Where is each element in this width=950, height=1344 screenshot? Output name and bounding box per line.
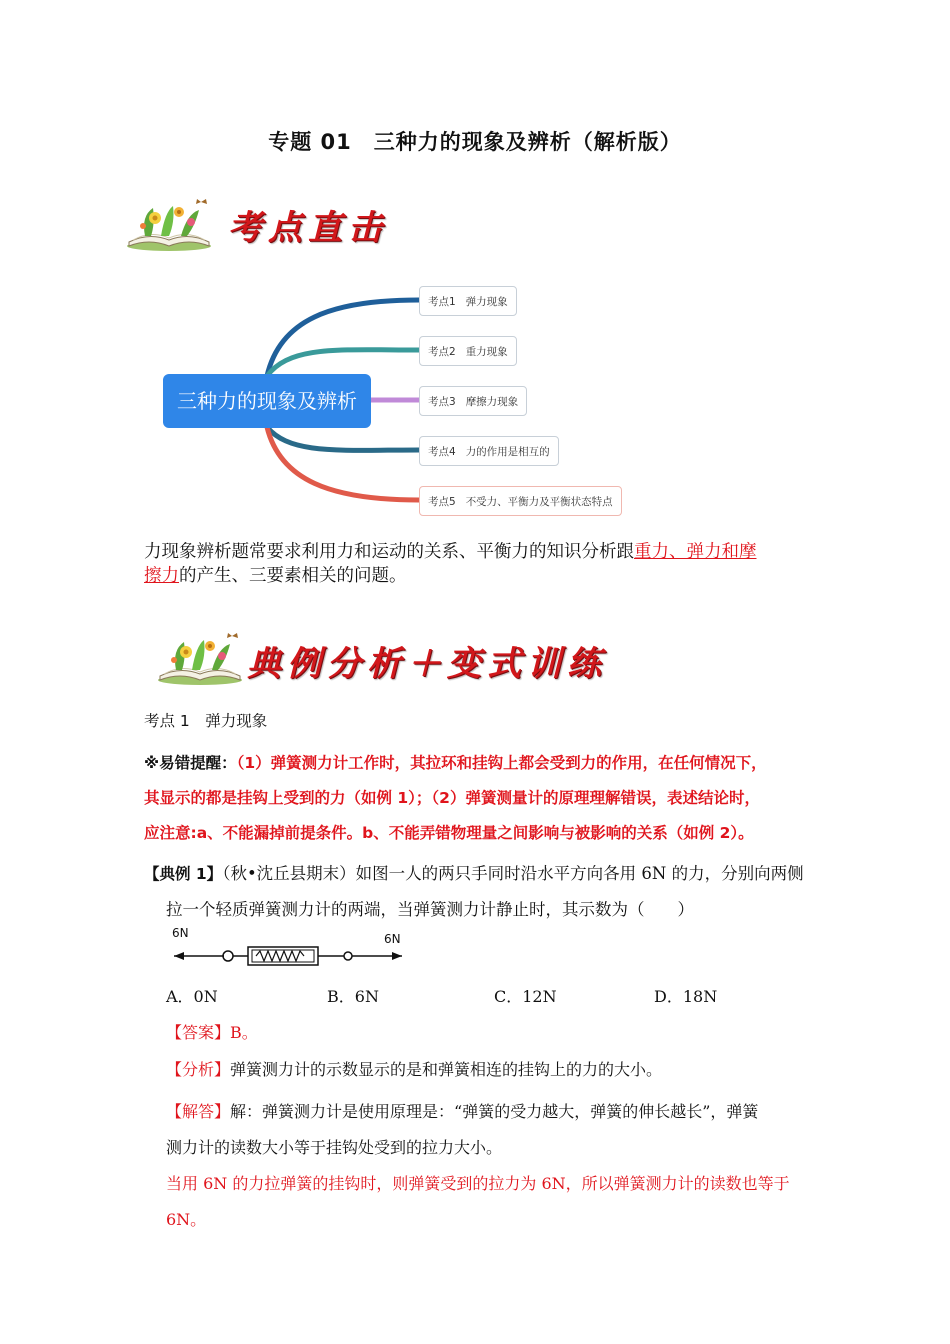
mindmap-node-text: 弹力现象 (465, 296, 508, 308)
book-flowers-icon (156, 630, 244, 686)
mindmap-node-label: 考点4 (428, 446, 456, 458)
error-tip (144, 745, 824, 851)
force-label-left: 6N (172, 926, 189, 940)
mindmap-node-label: 考点3 (428, 396, 456, 408)
solution: 【解答】解：弹簧测力计是使用原理是：“弹簧的受力越大，弹簧的伸长越长”，弹簧 测力计的读数大小等于挂钩处受到的拉力大小。 当用 6N 的力拉弹簧的挂钩时，则弹簧受到的拉力为 6N，所以弹簧测力计的读数也等于 6N。 (166, 1102, 790, 1229)
analysis: 【分析】弹簧测力计的示数显示的是和弹簧相连的挂钩上的力的大小。 (166, 1060, 663, 1079)
page-title: 专题 01 三种力的现象及辨析（解析版） (268, 130, 682, 154)
mindmap-node (419, 436, 559, 466)
mindmap-node (419, 336, 517, 366)
option-a: A．0N (166, 987, 218, 1006)
section-heading: 考点 1 弹力现象 (144, 712, 268, 730)
mindmap-root: 三种力的现象及辨析 (163, 374, 371, 428)
intro-paragraph (144, 540, 824, 588)
mindmap-branch-1 (267, 300, 419, 376)
intro-line-2: 擦力的产生、三要素相关的问题。 (144, 566, 407, 586)
option-d: D．18N (654, 987, 718, 1006)
section-banner-examples: 典例分析＋变式训练 (247, 644, 607, 684)
example-tag: 【典例 1】 (144, 865, 223, 883)
mindmap-branch-4 (267, 427, 419, 450)
mindmap-node (419, 386, 527, 416)
spring-scale-figure (168, 926, 408, 972)
mindmap-node-label: 考点2 (428, 346, 456, 358)
mindmap-branch-2 (267, 350, 419, 376)
example-question: 【典例 1】（秋•沈丘县期末）如图一人的两只手同时沿水平方向各用 6N 的力，分别向两侧 拉一个轻质弹簧测力计的两端，当弹簧测力计静止时，其示数为（ ） (144, 864, 804, 919)
intro-highlight: 擦力 (144, 566, 179, 586)
force-label-right: 6N (384, 932, 401, 946)
mindmap-node-text: 重力现象 (465, 346, 508, 358)
mindmap-connectors (0, 0, 950, 560)
option-b: B．6N (327, 987, 379, 1006)
answer: 【答案】B。 (166, 1023, 258, 1042)
error-tip-line-3: 应注意:a、不能漏掉前提条件。b、不能弄错物理量之间影响与被影响的关系（如例 2）。 (144, 824, 754, 842)
error-tip-line-2: 其显示的都是挂钩上受到的力（如例 1）；（2）弹簧测量计的原理理解错误，表述结论时， (144, 789, 760, 807)
option-c: C．12N (494, 987, 557, 1006)
error-tip-line-1: ※易错提醒：（1）弹簧测力计工作时，其拉环和挂钩上都会受到力的作用，在任何情况下， (144, 754, 767, 772)
intro-line-1: 力现象辨析题常要求利用力和运动的关系、平衡力的知识分析跟重力、弹力和摩 (144, 542, 757, 562)
mindmap-node-label: 考点5 (428, 496, 456, 508)
intro-highlight: 重力、弹力和摩 (634, 542, 757, 562)
mindmap-node (419, 286, 517, 316)
mindmap-node-text: 不受力、平衡力及平衡状态特点 (465, 496, 613, 508)
mindmap-branch-5 (267, 427, 419, 500)
mindmap-node (419, 486, 622, 516)
mindmap-node-text: 力的作用是相互的 (465, 446, 550, 458)
mindmap-node-label: 考点1 (428, 296, 456, 308)
section-banner-key-points: 考点直击 (228, 208, 388, 248)
mindmap-node-text: 摩擦力现象 (465, 396, 519, 408)
